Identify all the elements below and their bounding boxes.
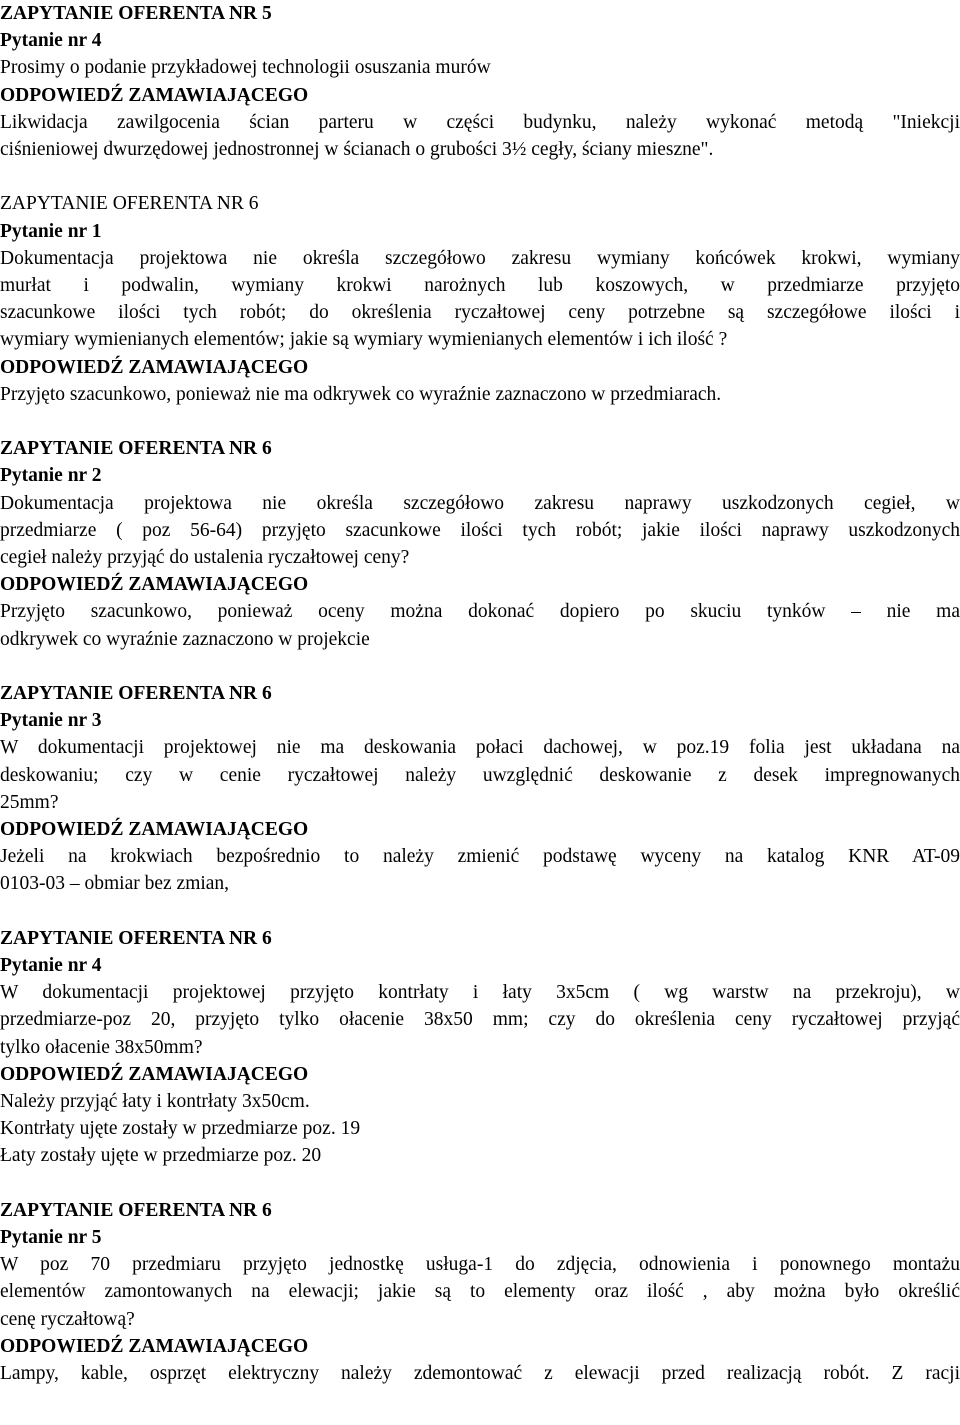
answer-label: ODPOWIEDŹ ZAMAWIAJĄCEGO <box>0 574 309 596</box>
answer-line: 0103-03 – obmiar bez zmian, <box>0 873 230 895</box>
answer-line: Jeżeli na krokwiach bezpośrednio to należy zmienić podstawę wyceny na katalog KNR AT-09 <box>0 846 960 868</box>
answer-text <box>0 1088 960 1170</box>
question-text <box>0 979 960 1061</box>
question-line: szacunkowe ilości tych robót; do określenia ryczałtowej ceny potrzebne są szczegółowe ilości i <box>0 302 960 324</box>
answer-text <box>0 1360 960 1387</box>
answer-label: ODPOWIEDŹ ZAMAWIAJĄCEGO <box>0 819 309 841</box>
answer-text <box>0 109 960 163</box>
question-text <box>0 54 960 81</box>
question-section <box>0 435 960 653</box>
answer-line: odkrywek co wyraźnie zaznaczono w projekcie <box>0 628 370 650</box>
question-text <box>0 734 960 816</box>
answer-label: ODPOWIEDŹ ZAMAWIAJĄCEGO <box>0 356 309 378</box>
answer-label: ODPOWIEDŹ ZAMAWIAJĄCEGO <box>0 84 309 106</box>
answer-line: Przyjęto szacunkowo, ponieważ nie ma odkrywek co wyraźnie zaznaczono w przedmiarach. <box>0 383 722 405</box>
question-section <box>0 190 960 408</box>
question-line: W poz 70 przedmiaru przyjęto jednostkę usługa-1 do zdjęcia, odnowienia i ponownego montażu <box>0 1254 960 1276</box>
answer-line: Likwidacja zawilgocenia ścian parteru w części budynku, należy wykonać metodą "Iniekcji <box>0 111 960 133</box>
question-line: Dokumentacja projektowa nie określa szczegółowo zakresu wymiany końcówek krokwi, wymiany <box>0 247 960 269</box>
question-section <box>0 925 960 1170</box>
answer-line: Przyjęto szacunkowo, ponieważ oceny można dokonać dopiero po skuciu tynków – nie ma <box>0 601 960 623</box>
question-line: W dokumentacji projektowej nie ma deskowania połaci dachowej, w poz.19 folia jest układana na <box>0 737 960 759</box>
question-line: tylko ołacenie 38x50mm? <box>0 1036 203 1058</box>
question-text <box>0 245 960 354</box>
question-text <box>0 490 960 572</box>
question-number: Pytanie nr 3 <box>0 710 102 732</box>
question-line: cegieł należy przyjąć do ustalenia ryczałtowej ceny? <box>0 547 410 569</box>
question-line: przedmiarze ( poz 56-64) przyjęto szacunkowe ilości tych robót; jakie ilości naprawy uszkodzonych <box>0 519 960 541</box>
question-section <box>0 1197 960 1387</box>
answer-line: Kontrłaty ujęte zostały w przedmiarze poz. 19 <box>0 1118 361 1140</box>
answer-line: Należy przyjąć łaty i kontrłaty 3x50cm. <box>0 1091 310 1113</box>
question-number: Pytanie nr 4 <box>0 30 102 52</box>
question-number: Pytanie nr 5 <box>0 1227 102 1249</box>
section-header: ZAPYTANIE OFERENTA NR 6 <box>0 438 272 460</box>
question-line: murłat i podwalin, wymiany krokwi narożnych lub koszowych, w przedmiarze przyjęto <box>0 275 960 297</box>
answer-line: Łaty zostały ujęte w przedmiarze poz. 20 <box>0 1145 322 1167</box>
section-header: ZAPYTANIE OFERENTA NR 6 <box>0 1199 272 1221</box>
question-number: Pytanie nr 1 <box>0 220 102 242</box>
answer-text <box>0 381 960 408</box>
answer-text <box>0 598 960 652</box>
question-line: przedmiarze-poz 20, przyjęto tylko ołacenie 38x50 mm; czy do określenia ceny ryczałtowej przyjąć <box>0 1009 960 1031</box>
section-header: ZAPYTANIE OFERENTA NR 6 <box>0 193 259 215</box>
question-line: W dokumentacji projektowej przyjęto kontrłaty i łaty 3x5cm ( wg warstw na przekroju), w <box>0 982 960 1004</box>
question-line: Prosimy o podanie przykładowej technologii osuszania murów <box>0 57 491 79</box>
question-text <box>0 1251 960 1333</box>
section-header: ZAPYTANIE OFERENTA NR 5 <box>0 3 272 24</box>
question-line: Dokumentacja projektowa nie określa szczegółowo zakresu naprawy uszkodzonych cegieł, w <box>0 492 960 514</box>
question-line: cenę ryczałtową? <box>0 1308 135 1330</box>
answer-label: ODPOWIEDŹ ZAMAWIAJĄCEGO <box>0 1063 309 1085</box>
answer-line: ciśnieniowej dwurzędowej jednostronnej w ścianach o grubości 3½ cegły, ściany mieszne". <box>0 139 714 161</box>
answer-text <box>0 843 960 897</box>
question-line: 25mm? <box>0 791 59 813</box>
question-line: wymiary wymienianych elementów; jakie są wymiary wymienianych elementów i ich ilość ? <box>0 329 728 351</box>
question-section <box>0 680 960 898</box>
question-line: elementów zamontowanych na elewacji; jakie są to elementy oraz ilość , aby można było określić <box>0 1281 960 1303</box>
question-section <box>0 0 960 163</box>
answer-line: Lampy, kable, osprzęt elektryczny należy zdemontować z elewacji przed realizacją robót. Z racji <box>0 1363 960 1385</box>
question-line: deskowaniu; czy w cenie ryczałtowej należy uwzględnić deskowanie z desek impregnowanych <box>0 764 960 786</box>
question-number: Pytanie nr 2 <box>0 465 102 487</box>
section-header: ZAPYTANIE OFERENTA NR 6 <box>0 683 272 705</box>
question-number: Pytanie nr 4 <box>0 955 102 977</box>
answer-label: ODPOWIEDŹ ZAMAWIAJĄCEGO <box>0 1335 309 1357</box>
section-header: ZAPYTANIE OFERENTA NR 6 <box>0 927 272 949</box>
